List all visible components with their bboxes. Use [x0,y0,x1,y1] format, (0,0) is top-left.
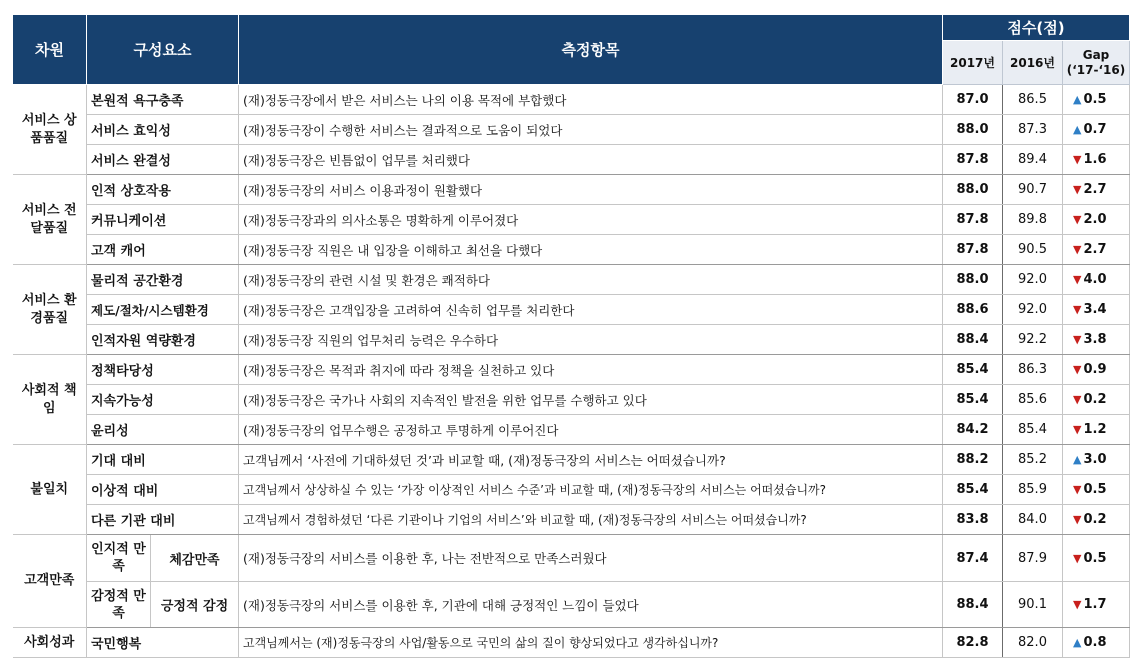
component-cell: 국민행복 [87,628,239,658]
gap-cell [1063,295,1130,325]
score-2017: 88.6 [943,295,1003,325]
component-cell: 윤리성 [87,415,239,445]
gap-value: 4.0 [1083,272,1107,287]
dimension-cell: 불일치 [13,445,87,535]
score-2017: 88.2 [943,445,1003,475]
gap-cell [1063,385,1130,415]
dimension-cell: 사회성과 [13,628,87,658]
gap-cell [1063,628,1130,658]
down-arrow-icon: ▼ [1073,598,1082,611]
down-arrow-icon: ▼ [1073,551,1082,565]
item-cell: (재)정동극장에서 받은 서비스는 나의 이용 목적에 부합했다 [239,85,943,115]
gap-value: 0.2 [1083,512,1107,527]
item-cell: (재)정동극장의 업무수행은 공정하고 투명하게 이루어진다 [239,415,943,445]
component-cell: 정책타당성 [87,355,239,385]
component-cell: 이상적 대비 [87,475,239,505]
gap-cell [1063,325,1130,355]
item-cell: 고객님께서 경험하셨던 ‘다른 기관이나 기업의 서비스’와 비교할 때, (재)정동극장의 서비스는 어떠셨습니까? [239,505,943,535]
up-arrow-icon: ▲ [1073,93,1082,106]
score-2017: 84.2 [943,415,1003,445]
header-year-2016: 2016년 [1003,41,1063,85]
down-arrow-icon: ▼ [1073,333,1082,346]
gap-value: 2.7 [1083,242,1107,257]
dimension-cell: 사회적 책임 [13,355,87,445]
gap-cell [1063,582,1130,628]
down-arrow-icon: ▼ [1073,513,1082,526]
down-arrow-icon: ▼ [1073,243,1082,256]
score-2016: 85.2 [1003,445,1063,475]
header-item: 측정항목 [239,15,943,85]
header-score: 점수(점) [943,15,1130,41]
component-cell: 다른 기관 대비 [87,505,239,535]
gap-cell [1063,415,1130,445]
score-2016: 85.6 [1003,385,1063,415]
item-cell: (재)정동극장 직원의 업무처리 능력은 우수하다 [239,325,943,355]
gap-cell [1063,205,1130,235]
gap-value: 0.7 [1083,122,1107,137]
gap-cell [1063,535,1130,582]
score-2017: 87.8 [943,145,1003,175]
dimension-cell: 서비스 전달품질 [13,175,87,265]
score-2017: 83.8 [943,505,1003,535]
dimension-cell: 서비스 상품품질 [13,85,87,175]
down-arrow-icon: ▼ [1073,183,1082,196]
gap-value: 1.6 [1083,152,1107,167]
score-2016: 92.0 [1003,265,1063,295]
header-dimension: 차원 [13,15,87,85]
component-cell: 본원적 욕구충족 [87,85,239,115]
gap-cell [1063,475,1130,505]
subcomponent-cell: 체감만족 [151,535,239,582]
score-2017: 87.4 [943,535,1003,582]
score-2016: 90.5 [1003,235,1063,265]
item-cell: (재)정동극장은 고객입장을 고려하여 신속히 업무를 처리한다 [239,295,943,325]
score-2016: 92.2 [1003,325,1063,355]
item-cell: 고객님께서 ‘사전에 기대하셨던 것’과 비교할 때, (재)정동극장의 서비스는 어떠셨습니까? [239,445,943,475]
gap-cell [1063,115,1130,145]
header-component: 구성요소 [87,15,239,85]
item-cell: (재)정동극장이 수행한 서비스는 결과적으로 도움이 되었다 [239,115,943,145]
score-2016: 92.0 [1003,295,1063,325]
component-cell: 서비스 완결성 [87,145,239,175]
score-2017: 88.0 [943,115,1003,145]
gap-cell [1063,355,1130,385]
dimension-cell: 고객만족 [13,535,87,628]
item-cell: (재)정동극장은 목적과 취지에 따라 정책을 실천하고 있다 [239,355,943,385]
satisfaction-score-table [12,14,1130,658]
score-2016: 89.4 [1003,145,1063,175]
item-cell: (재)정동극장과의 의사소통은 명확하게 이루어졌다 [239,205,943,235]
item-cell: (재)정동극장은 빈틈없이 업무를 처리했다 [239,145,943,175]
item-cell: 고객님께서는 (재)정동극장의 사업/활동으로 국민의 삶의 질이 향상되었다고 생각하십니까? [239,628,943,658]
item-cell: (재)정동극장의 서비스를 이용한 후, 나는 전반적으로 만족스러웠다 [239,535,943,582]
up-arrow-icon: ▲ [1073,636,1082,649]
score-2017: 82.8 [943,628,1003,658]
score-2017: 87.8 [943,235,1003,265]
component-cell: 기대 대비 [87,445,239,475]
gap-value: 3.0 [1083,452,1107,467]
score-2017: 88.0 [943,175,1003,205]
component-cell: 인지적 만족 [87,535,151,582]
score-2016: 90.7 [1003,175,1063,205]
item-cell: 고객님께서 상상하실 수 있는 ‘가장 이상적인 서비스 수준’과 비교할 때, (재)정동극장의 서비스는 어떠셨습니까? [239,475,943,505]
item-cell: (재)정동극장 직원은 내 입장을 이해하고 최선을 다했다 [239,235,943,265]
score-2017: 85.4 [943,385,1003,415]
score-2016: 87.3 [1003,115,1063,145]
score-2017: 85.4 [943,355,1003,385]
up-arrow-icon: ▲ [1073,123,1082,136]
gap-value: 2.0 [1083,212,1107,227]
score-2017: 88.4 [943,582,1003,628]
down-arrow-icon: ▼ [1073,273,1082,286]
dimension-cell: 서비스 환경품질 [13,265,87,355]
item-cell: (재)정동극장은 국가나 사회의 지속적인 발전을 위한 업무를 수행하고 있다 [239,385,943,415]
header-gap: Gap (‘17-‘16) [1063,41,1130,85]
component-cell: 인적자원 역량환경 [87,325,239,355]
gap-value: 0.5 [1083,92,1107,107]
gap-cell [1063,265,1130,295]
gap-cell [1063,85,1130,115]
header-year-2017: 2017년 [943,41,1003,85]
gap-cell [1063,175,1130,205]
score-2016: 87.9 [1003,535,1063,582]
component-cell: 감정적 만족 [87,582,151,628]
subcomponent-cell: 긍정적 감정 [151,582,239,628]
score-2016: 86.3 [1003,355,1063,385]
down-arrow-icon: ▼ [1073,213,1082,226]
down-arrow-icon: ▼ [1073,303,1082,316]
down-arrow-icon: ▼ [1073,153,1082,166]
item-cell: (재)정동극장의 서비스 이용과정이 원활했다 [239,175,943,205]
score-2017: 85.4 [943,475,1003,505]
score-2016: 90.1 [1003,582,1063,628]
component-cell: 고객 캐어 [87,235,239,265]
gap-value: 0.5 [1083,482,1107,497]
score-2016: 85.4 [1003,415,1063,445]
score-2017: 87.8 [943,205,1003,235]
component-cell: 인적 상호작용 [87,175,239,205]
score-2016: 89.8 [1003,205,1063,235]
gap-cell [1063,505,1130,535]
gap-value: 3.4 [1083,302,1107,317]
down-arrow-icon: ▼ [1073,483,1082,496]
component-cell: 서비스 효익성 [87,115,239,145]
gap-value: 1.7 [1083,597,1107,612]
gap-value: 0.5 [1083,550,1107,566]
down-arrow-icon: ▼ [1073,363,1082,376]
down-arrow-icon: ▼ [1073,423,1082,436]
score-2016: 84.0 [1003,505,1063,535]
item-cell: (재)정동극장의 관련 시설 및 환경은 쾌적하다 [239,265,943,295]
up-arrow-icon: ▲ [1073,453,1082,466]
score-2016: 86.5 [1003,85,1063,115]
score-2016: 82.0 [1003,628,1063,658]
score-2016: 85.9 [1003,475,1063,505]
gap-cell [1063,235,1130,265]
gap-value: 1.2 [1083,422,1107,437]
score-2017: 88.0 [943,265,1003,295]
component-cell: 물리적 공간환경 [87,265,239,295]
component-cell: 제도/절차/시스템환경 [87,295,239,325]
component-cell: 커뮤니케이션 [87,205,239,235]
gap-value: 0.2 [1083,392,1107,407]
gap-value: 3.8 [1083,332,1107,347]
score-2017: 88.4 [943,325,1003,355]
gap-value: 2.7 [1083,182,1107,197]
gap-cell [1063,145,1130,175]
down-arrow-icon: ▼ [1073,393,1082,406]
gap-cell [1063,445,1130,475]
component-cell: 지속가능성 [87,385,239,415]
item-cell: (재)정동극장의 서비스를 이용한 후, 기관에 대해 긍정적인 느낌이 들었다 [239,582,943,628]
gap-value: 0.8 [1083,635,1107,650]
gap-value: 0.9 [1083,362,1107,377]
score-2017: 87.0 [943,85,1003,115]
